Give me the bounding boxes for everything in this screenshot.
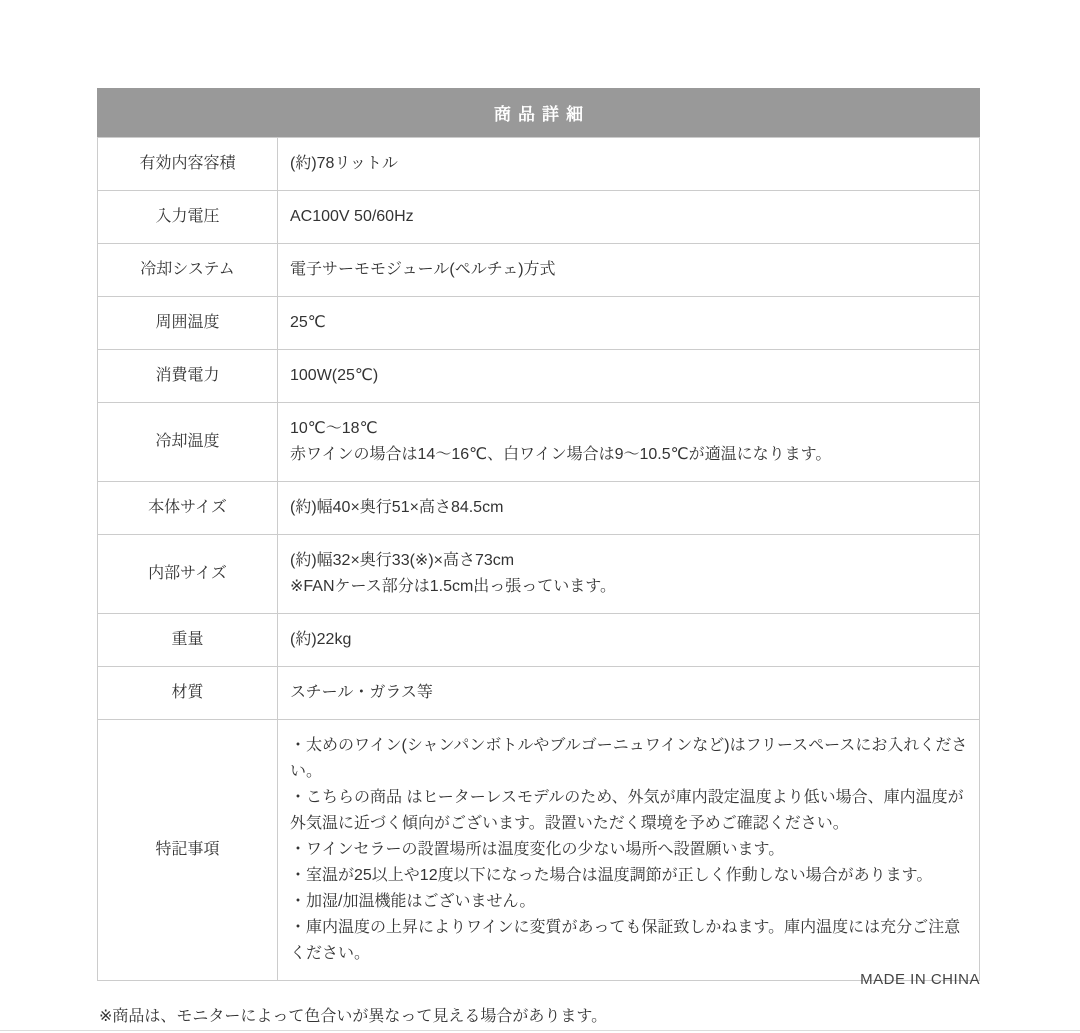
note-bullet: ・太めのワイン(シャンパンボトルやブルゴーニュワインなど)はフリースペースにお入れください。	[290, 737, 968, 780]
row-label: 特記事項	[98, 720, 278, 981]
monitor-color-disclaimer: ※商品は、モニターによって色合いが異なって見える場合があります。	[99, 1008, 608, 1025]
row-value	[278, 191, 980, 244]
row-value	[278, 667, 980, 720]
table-row	[98, 244, 980, 297]
row-value-line: (約)22kg	[290, 631, 352, 648]
row-value	[278, 403, 980, 482]
row-value-line: 10℃〜18℃	[290, 420, 378, 437]
row-value	[278, 244, 980, 297]
row-value-line: (約)幅40×奥行51×高さ84.5cm	[290, 499, 504, 516]
table-row	[98, 403, 980, 482]
note-bullet: ・加湿/加温機能はございません。	[290, 893, 536, 910]
row-value-line: 100W(25℃)	[290, 367, 379, 384]
row-label: 消費電力	[98, 350, 278, 403]
row-label: 重量	[98, 614, 278, 667]
note-bullet: ・ワインセラーの設置場所は温度変化の少ない場所へ設置願います。	[290, 841, 785, 858]
made-in-label: MADE IN CHINA	[860, 971, 980, 988]
row-value-line: (約)幅32×奥行33(※)×高さ73cm	[290, 552, 515, 569]
table-row	[98, 667, 980, 720]
row-value	[278, 720, 980, 981]
table-row	[98, 297, 980, 350]
row-label: 材質	[98, 667, 278, 720]
row-value	[278, 614, 980, 667]
row-value	[278, 138, 980, 191]
table-row	[98, 482, 980, 535]
spec-section-title: 商品詳細	[97, 88, 980, 137]
table-row	[98, 535, 980, 614]
row-value	[278, 482, 980, 535]
row-value-line: 赤ワインの場合は14〜16℃、白ワイン場合は9〜10.5℃が適温になります。	[290, 446, 832, 463]
table-row	[98, 720, 980, 981]
row-value	[278, 350, 980, 403]
row-value-line: (約)78リットル	[290, 155, 398, 172]
table-row	[98, 138, 980, 191]
row-value	[278, 535, 980, 614]
note-bullet: ・室温が25以上や12度以下になった場合は温度調節が正しく作動しない場合があります。	[290, 867, 933, 884]
note-bullet: ・こちらの商品 はヒーターレスモデルのため、外気が庫内設定温度より低い場合、庫内温度が外気温に近づく傾向がございます。設置いただく環境を予めご確認ください。	[290, 789, 964, 832]
row-label: 本体サイズ	[98, 482, 278, 535]
row-value	[278, 297, 980, 350]
row-label: 周囲温度	[98, 297, 278, 350]
row-value-line: AC100V 50/60Hz	[290, 208, 414, 225]
row-label: 入力電圧	[98, 191, 278, 244]
row-label: 内部サイズ	[98, 535, 278, 614]
row-value-line: 電子サーモモジュール(ペルチェ)方式	[290, 261, 556, 278]
page-bottom-divider	[0, 1030, 1080, 1031]
row-label: 冷却温度	[98, 403, 278, 482]
spec-table	[97, 137, 980, 981]
row-value-line: スチール・ガラス等	[290, 684, 433, 701]
row-label: 冷却システム	[98, 244, 278, 297]
row-value-line: 25℃	[290, 314, 326, 331]
table-row	[98, 191, 980, 244]
row-label: 有効内容容積	[98, 138, 278, 191]
note-bullet: ・庫内温度の上昇によりワインに変質があっても保証致しかねます。庫内温度には充分ご注意ください。	[290, 919, 961, 962]
row-value-line: ※FANケース部分は1.5cm出っ張っています。	[290, 578, 617, 595]
table-row	[98, 614, 980, 667]
table-row	[98, 350, 980, 403]
product-spec-section	[97, 88, 980, 981]
